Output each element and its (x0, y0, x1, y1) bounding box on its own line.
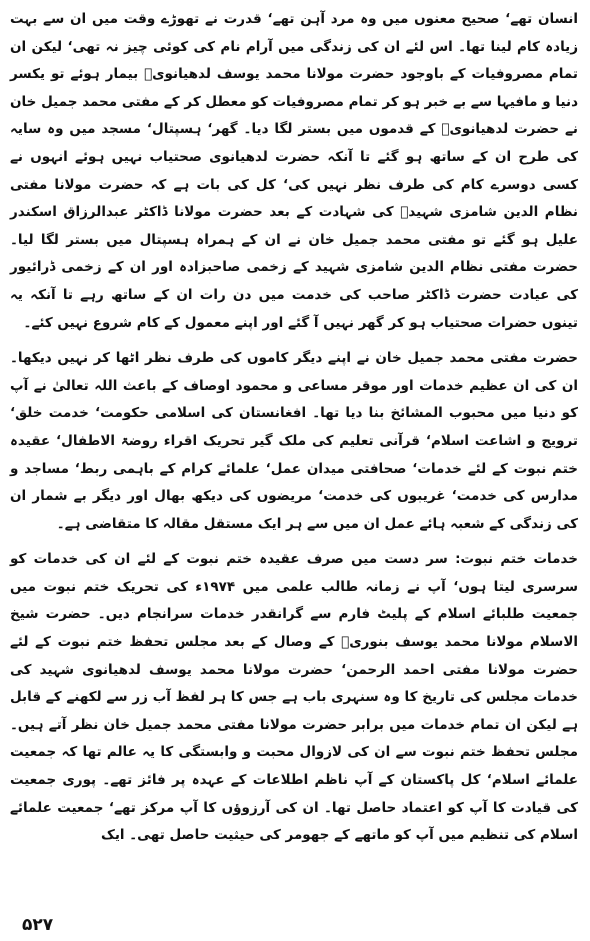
body-text (10, 6, 578, 850)
page-number: ۵۲۷ (22, 915, 54, 935)
paragraph-2: حضرت مفتی محمد جمیل خان نے اپنے دیگر کاموں کی طرف نظر اٹھا کر نہیں دیکھا۔ ان کی ان عظیم خدمات اور موقر مساعی و محمود اوصاف کے باعث اللہ تعالیٰ نے آپ کو دنیا میں محبوب المشائخ بنا دیا تھا۔ افغانستان کی اسلامی حکومت‘ خدمت خلق‘ ترویج و اشاعت اسلام‘ قرآنی تعلیم کی ملک گیر تحریک اقراء روضۃ الاطفال‘ عقیدہ ختم نبوت کے لئے خدمات‘ صحافتی میدان عمل‘ علمائے کرام کے باہمی ربط‘ مساجد و مدارس کی خدمت‘ غریبوں کی خدمت‘ مریضوں کی دیکھ بھال اور دیگر بے شمار ان کی زندگی کے شعبہ ہائے عمل ان میں سے ہر ایک مستقل مقالہ کا متقاضی ہے۔ (10, 350, 578, 532)
paragraph-3-khatm-e-nabuwat: خدمات ختم نبوت: سر دست میں صرف عقیدہ ختم نبوت کے لئے ان کی خدمات کو سرسری لیتا ہوں‘ آپ نے زمانہ طالب علمی میں ۱۹۷۴ء کی تحریک ختم نبوت میں جمعیت طلبائے اسلام کے پلیٹ فارم سے گرانقدر خدمات سرانجام دیں۔ حضرت شیخ الاسلام مولانا محمد یوسف بنوریؒ کے وصال کے بعد مجلس تحفظ ختم نبوت کے لئے حضرت مولانا مفتی احمد الرحمن‘ حضرت مولانا محمد یوسف لدھیانوی شہید کی خدمات مجلس کی تاریخ کا وہ سنہری باب ہے جس کا ہر لفظ آب زر سے لکھنے کے قابل ہے لیکن ان تمام خدمات میں برابر حضرت مولانا مفتی محمد جمیل خان نظر آتے ہیں۔ مجلس تحفظ ختم نبوت سے ان کی لازوال محبت و وابستگی کا یہ عالم تھا کہ جمعیت علمائے اسلام‘ کل پاکستان کے آپ ناظم اطلاعات کے عہدہ پر فائز تھے۔ پوری جمعیت کی قیادت کا آپ کو اعتماد حاصل تھا۔ ان کی آرزوؤں کا آپ مرکز تھے‘ جمعیت علمائے اسلام کی تنظیم میں آپ کو ماتھے کے جھومر کی حیثیت حاصل تھی۔ ایک (10, 551, 578, 844)
paragraph-1: انسان تھے‘ صحیح معنوں میں وہ مرد آہن تھے‘ قدرت نے تھوڑے وقت میں ان سے بہت زیادہ کام لینا تھا۔ اس لئے ان کی زندگی میں آرام نام کی کوئی چیز نہ تھی‘ لیکن ان تمام مصروفیات کے باوجود حضرت مولانا محمد یوسف لدھیانویؒ بیمار ہوئے تو یکسر دنیا و مافیہا سے بے خبر ہو کر تمام مصروفیات کو معطل کر کے مفتی محمد جمیل خان نے حضرت لدھیانویؒ کے قدموں میں بستر لگا دیا۔ گھر‘ ہسپتال‘ مسجد میں وہ سایہ کی طرح ان کے ساتھ ہو گئے تا آنکہ حضرت لدھیانوی صحتیاب نہیں ہوئے انہوں نے کسی دوسرے کام کی طرف نظر نہیں کی‘ کل کی بات ہے کہ حضرت مولانا مفتی نظام الدین شامزی شہیدؒ کی شہادت کے بعد حضرت مولانا ڈاکٹر عبدالرزاق اسکندر علیل ہو گئے تو مفتی محمد جمیل خان نے ان کے ہمراہ ہسپتال میں بستر لگا لیا۔ حضرت مفتی نظام الدین شامزی شہید کے زخمی صاحبزادہ اور ان کے زخمی ڈرائیور کی عیادت حضرت ڈاکٹر صاحب کی خدمت میں دن رات ان کے ساتھ رہے تا آنکہ یہ تینوں حضرات صحتیاب ہو کر گھر نہیں آ گئے اور اپنے معمول کے کام شروع نہیں کئے۔ (10, 11, 578, 331)
